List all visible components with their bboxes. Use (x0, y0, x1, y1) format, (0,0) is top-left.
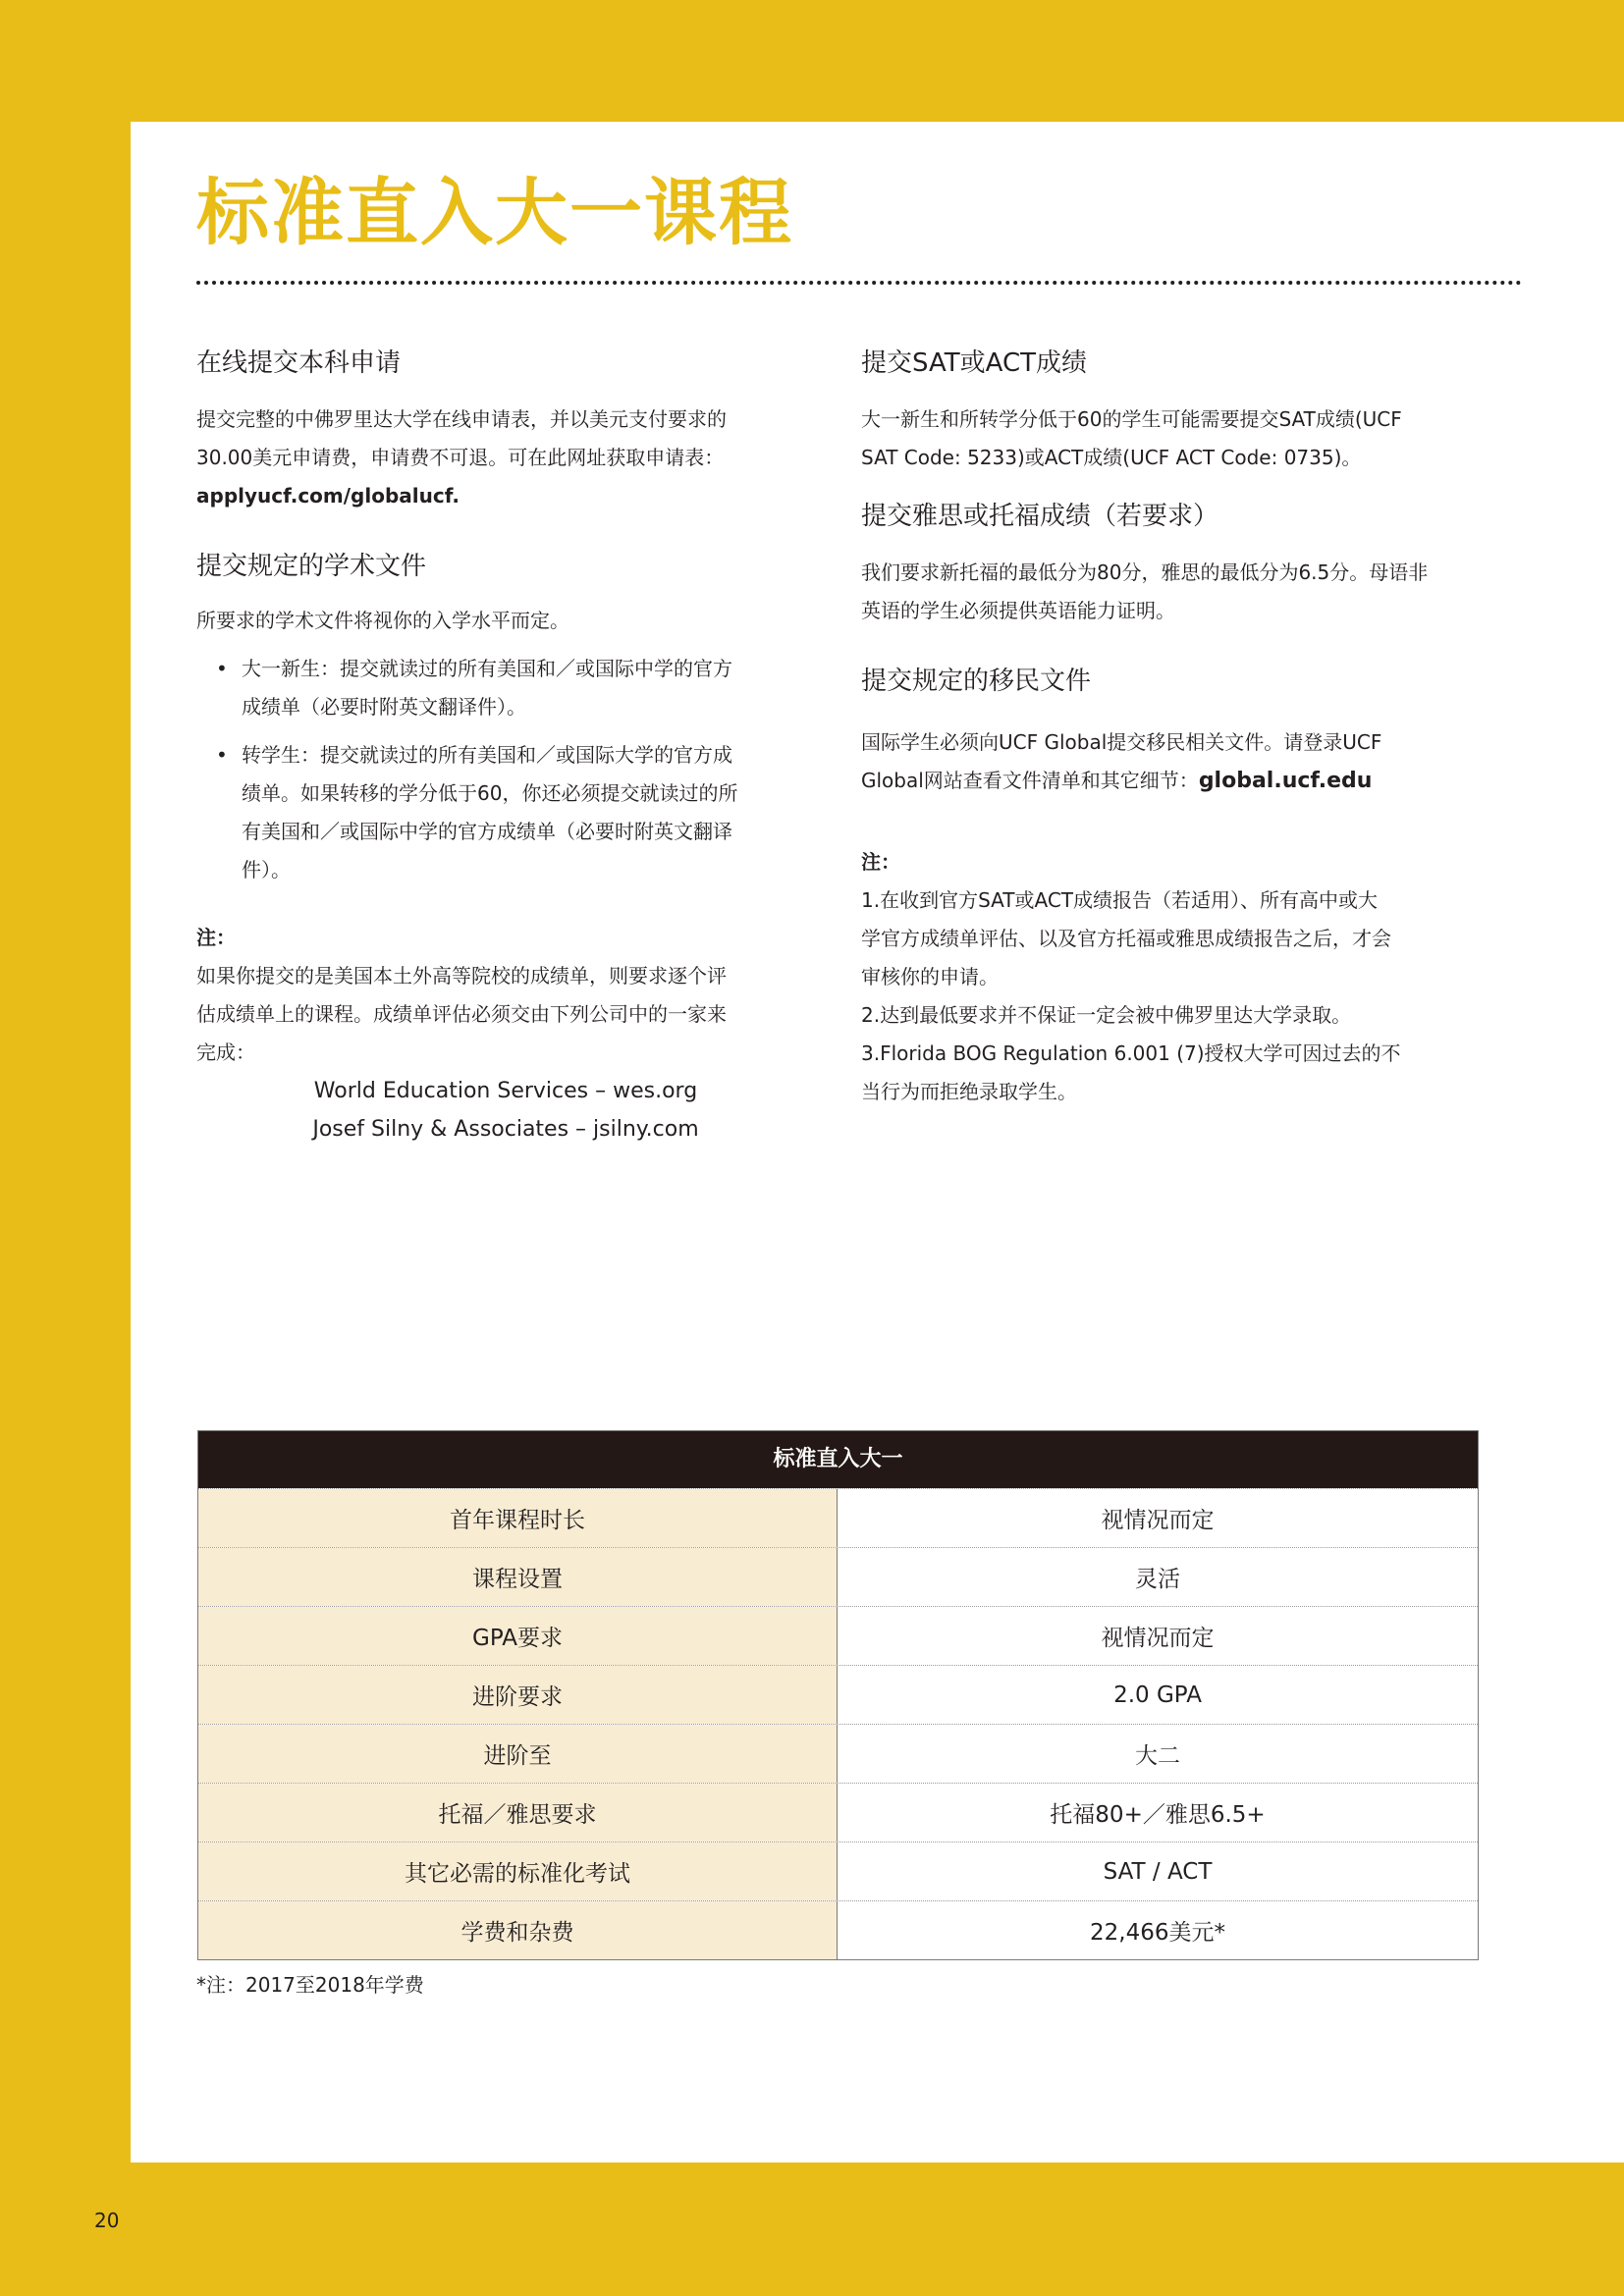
agency-jsilny: Josef Silny & Associates – jsilny.com (312, 1116, 699, 1142)
section-heading: 在线提交本科申请 (196, 348, 402, 378)
table-header: 标准直入大一 (198, 1431, 1478, 1488)
section-right-note (861, 843, 1509, 1111)
table-row (198, 1665, 1478, 1724)
paragraph-line (861, 762, 1509, 800)
paragraph-line: 估成绩单上的课程。成绩单评估必须交由下列公司中的一家来 (196, 1001, 727, 1026)
bullet-icon: • (216, 742, 228, 767)
section-immigration-documents (861, 666, 1509, 801)
section-heading: 提交规定的移民文件 (861, 666, 1092, 696)
row-label: 学费和杂费 (198, 1901, 838, 1959)
table-row (198, 1842, 1478, 1900)
table-footnote: *注：2017至2018年学费 (196, 1973, 424, 1997)
title-divider (196, 281, 1522, 285)
paragraph-line: 大一新生和所转学分低于60的学生可能需要提交SAT成绩(UCF (861, 406, 1402, 431)
page-title: 标准直入大一课程 (196, 171, 793, 255)
table-row (198, 1724, 1478, 1783)
paragraph-line: 审核你的申请。 (861, 965, 999, 989)
list-item-line: 绩单。如果转移的学分低于60，你还必须提交就读过的所 (242, 780, 738, 805)
table-row (198, 1783, 1478, 1842)
note-label: 注： (861, 850, 900, 875)
paragraph-line: 国际学生必须向UCF Global提交移民相关文件。请登录UCF (861, 730, 1382, 755)
list-item-line: 转学生：提交就读过的所有美国和／或国际大学的官方成 (242, 742, 732, 767)
agency-wes: World Education Services – wes.org (313, 1078, 698, 1103)
table-row (198, 1488, 1478, 1547)
row-value: 大二 (838, 1725, 1478, 1783)
global-ucf-link[interactable]: global.ucf.edu (1198, 769, 1373, 794)
note-label: 注： (196, 925, 236, 949)
paragraph-line: 3.Florida BOG Regulation 6.001 (7)授权大学可因过去的不 (861, 1041, 1401, 1066)
section-online-application (196, 347, 807, 515)
row-label: 进阶至 (198, 1725, 838, 1783)
section-ielts-toefl (861, 501, 1509, 630)
row-label: 首年课程时长 (198, 1489, 838, 1547)
paragraph-line: 当行为而拒绝录取学生。 (861, 1080, 1077, 1104)
row-label: 其它必需的标准化考试 (198, 1842, 838, 1900)
paragraph-line: 2.达到最低要求并不保证一定会被中佛罗里达大学录取。 (861, 1003, 1352, 1028)
list-item (196, 650, 807, 726)
row-value: 视情况而定 (838, 1489, 1478, 1547)
paragraph-line: 所要求的学术文件将视你的入学水平而定。 (196, 608, 569, 632)
paragraph-line: 30.00美元申请费，申请费不可退。可在此网址获取申请表： (196, 445, 725, 469)
evaluation-agencies (196, 1072, 807, 1148)
document-list (196, 650, 807, 889)
row-label: GPA要求 (198, 1607, 838, 1665)
section-academic-documents (196, 551, 807, 889)
table-row (198, 1547, 1478, 1606)
section-sat-act (861, 347, 1509, 477)
paragraph-line: 1.在收到官方SAT或ACT成绩报告（若适用）、所有高中或大 (861, 888, 1379, 913)
row-value: 灵活 (838, 1548, 1478, 1606)
paragraph-line: 如果你提交的是美国本土外高等院校的成绩单，则要求逐个评 (196, 963, 727, 988)
bullet-icon: • (216, 656, 228, 680)
list-item (196, 736, 807, 889)
row-label: 进阶要求 (198, 1666, 838, 1724)
section-left-note (196, 919, 807, 1148)
table-row (198, 1900, 1478, 1959)
page-number: 20 (94, 2209, 120, 2232)
list-item-line: 有美国和／或国际中学的官方成绩单（必要时附英文翻译 (242, 819, 732, 843)
application-link[interactable]: applyucf.com/globalucf. (196, 483, 460, 507)
paragraph-line: 我们要求新托福的最低分为80分，雅思的最低分为6.5分。母语非 (861, 560, 1429, 584)
paragraph-line: 完成： (196, 1040, 255, 1064)
row-value: 视情况而定 (838, 1607, 1478, 1665)
paragraph-line: 英语的学生必须提供英语能力证明。 (861, 598, 1175, 622)
paragraph-line: 提交完整的中佛罗里达大学在线申请表，并以美元支付要求的 (196, 406, 727, 431)
paragraph-line: SAT Code: 5233)或ACT成绩(UCF ACT Code: 0735)。 (861, 445, 1362, 469)
list-item-line: 大一新生：提交就读过的所有美国和／或国际中学的官方 (242, 656, 732, 680)
section-heading: 提交规定的学术文件 (196, 551, 427, 581)
left-column (196, 347, 807, 1148)
row-value: 22,466美元* (838, 1901, 1478, 1959)
section-heading: 提交雅思或托福成绩（若要求） (861, 501, 1219, 531)
table-row (198, 1606, 1478, 1665)
section-heading: 提交SAT或ACT成绩 (861, 348, 1088, 378)
program-table (197, 1430, 1479, 1960)
list-item-line: 成绩单（必要时附英文翻译件）。 (242, 694, 526, 719)
list-item-line: 件）。 (242, 857, 291, 881)
row-label: 课程设置 (198, 1548, 838, 1606)
paragraph-line: 学官方成绩单评估、以及官方托福或雅思成绩报告之后，才会 (861, 927, 1391, 951)
row-value: 托福80+／雅思6.5+ (838, 1784, 1478, 1842)
row-value: SAT / ACT (838, 1842, 1478, 1900)
row-label: 托福／雅思要求 (198, 1784, 838, 1842)
row-value: 2.0 GPA (838, 1666, 1478, 1724)
right-column (861, 347, 1509, 1111)
paragraph-text: Global网站查看文件清单和其它细节： (861, 769, 1199, 793)
